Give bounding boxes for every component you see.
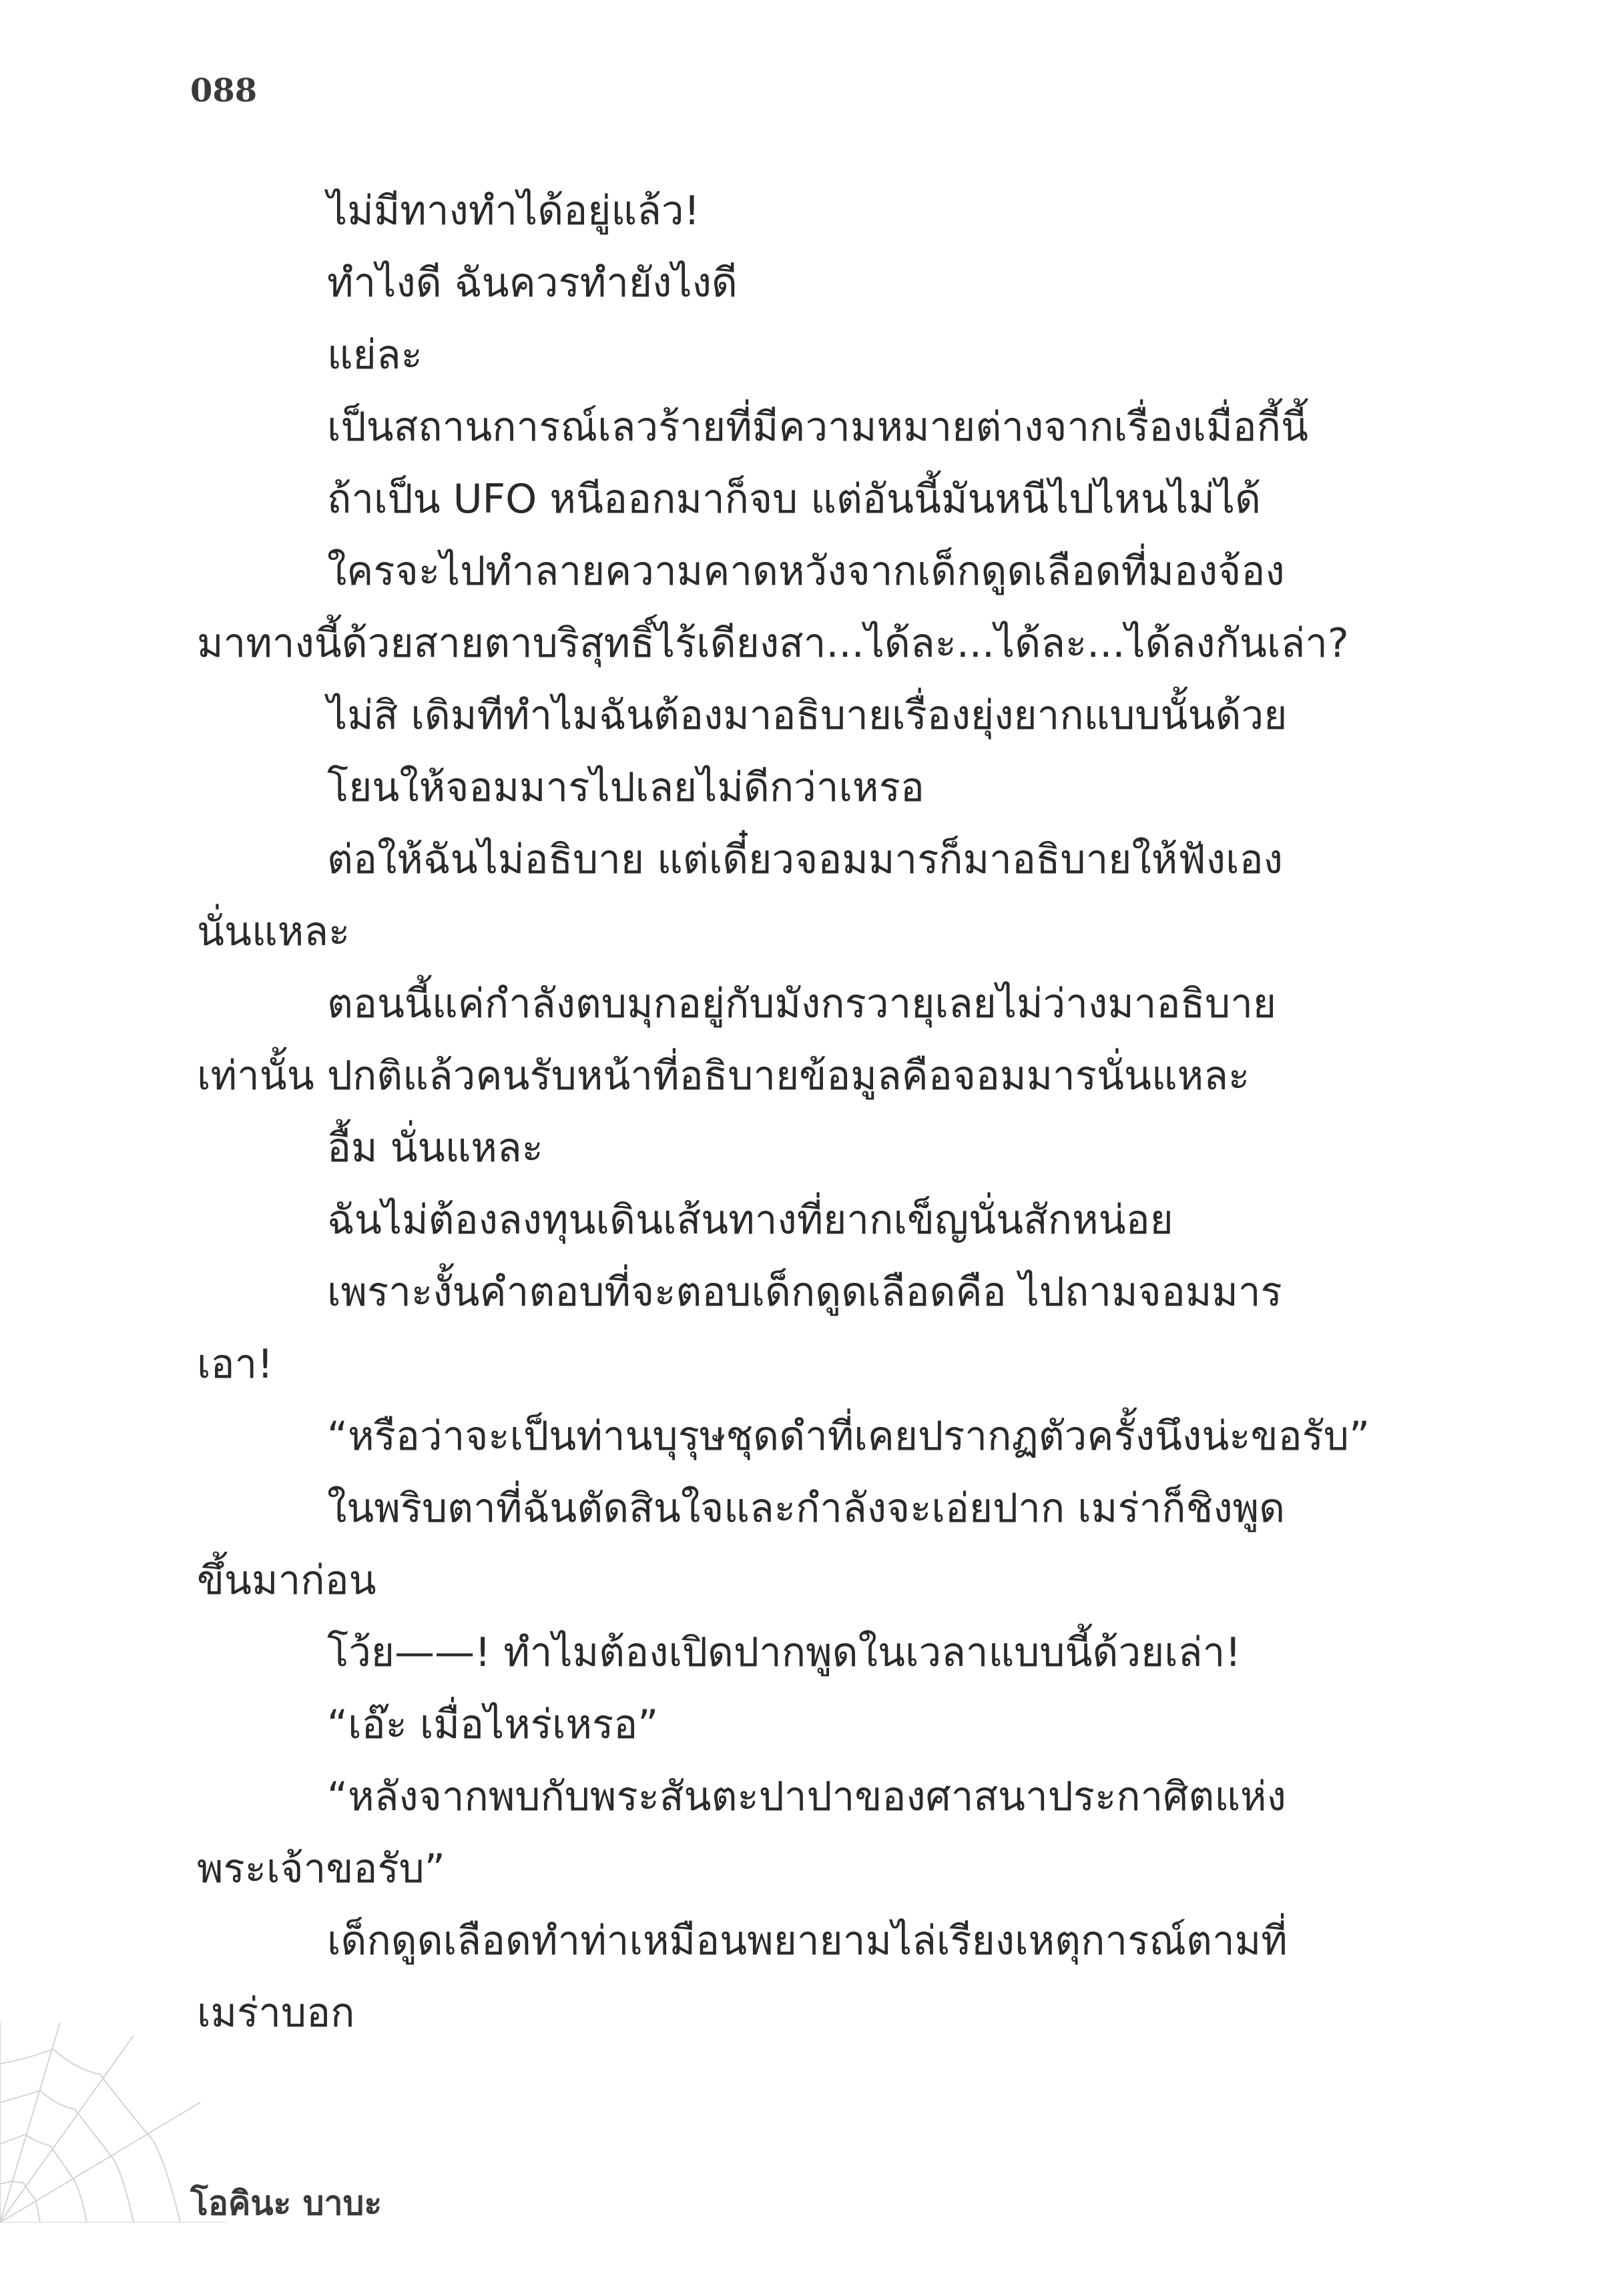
page-number: 088 xyxy=(190,72,258,109)
text-line: ถ้าเป็น UFO หนีออกมาก็จบ แต่อันนี้มันหนีไปไหนไม่ได้ xyxy=(327,476,1261,523)
text-line: “หลังจากพบกับพระสันตะปาปาของศาสนาประกาศิตแห่ง xyxy=(327,1773,1286,1820)
text-line: ทำไงดี ฉันควรทำยังไงดี xyxy=(327,260,738,306)
text-line: ไม่มีทางทำได้อยู่แล้ว! xyxy=(327,188,700,234)
text-line: เด็กดูดเลือดทำท่าเหมือนพยายามไล่เรียงเหตุการณ์ตามที่ xyxy=(327,1918,1288,1964)
text-line: เท่านั้น ปกติแล้วคนรับหน้าที่อธิบายข้อมูลคือจอมมารนั่นแหละ xyxy=(197,1053,1250,1099)
text-line: ไม่สิ เดิมทีทำไมฉันต้องมาอธิบายเรื่องยุ่งยากแบบนั้นด้วย xyxy=(327,692,1288,739)
text-line: โยนให้จอมมารไปเลยไม่ดีกว่าเหรอ xyxy=(327,764,924,811)
text-line: “เอ๊ะ เมื่อไหร่เหรอ” xyxy=(327,1701,659,1748)
text-line: ใครจะไปทำลายความคาดหวังจากเด็กดูดเลือดที่มองจ้อง xyxy=(327,548,1285,595)
text-line: ขึ้นมาก่อน xyxy=(197,1557,376,1604)
text-line: “หรือว่าจะเป็นท่านบุรุษชุดดำที่เคยปรากฏตัวครั้งนึงน่ะขอรับ” xyxy=(327,1413,1370,1460)
author-name: โอคินะ บาบะ xyxy=(190,2184,382,2223)
body-text xyxy=(197,175,1378,2049)
text-line: ฉันไม่ต้องลงทุนเดินเส้นทางที่ยากเข็ญนั่นสักหน่อย xyxy=(327,1197,1173,1243)
text-line: เมร่าบอก xyxy=(197,1990,355,2036)
text-line: แย่ละ xyxy=(327,332,423,378)
text-line: เพราะงั้นคำตอบที่จะตอบเด็กดูดเลือดคือ ไปถามจอมมาร xyxy=(327,1269,1282,1316)
text-line: เป็นสถานการณ์เลวร้ายที่มีความหมายต่างจากเรื่องเมื่อกี้นี้ xyxy=(327,404,1308,451)
text-line: โว้ย——! ทำไมต้องเปิดปากพูดในเวลาแบบนี้ด้วยเล่า! xyxy=(327,1629,1242,1676)
text-line: ต่อให้ฉันไม่อธิบาย แต่เดี๋ยวจอมมารก็มาอธิบายให้ฟังเอง xyxy=(327,836,1283,883)
text-line: เอา! xyxy=(197,1341,274,1388)
text-line: พระเจ้าขอรับ” xyxy=(197,1845,445,1892)
text-line: มาทางนี้ด้วยสายตาบริสุทธิ์ไร้เดียงสา...ได้ละ...ได้ละ...ได้ลงกันเล่า? xyxy=(197,620,1349,667)
text-line: นั่นแหละ xyxy=(197,908,350,955)
text-line: ในพริบตาที่ฉันตัดสินใจและกำลังจะเอ่ยปาก เมร่าก็ชิงพูด xyxy=(327,1485,1286,1532)
text-line: อื้ม นั่นแหละ xyxy=(327,1125,543,1171)
text-line: ตอนนี้แค่กำลังตบมุกอยู่กับมังกรวายุเลยไม่ว่างมาอธิบาย xyxy=(327,980,1277,1027)
